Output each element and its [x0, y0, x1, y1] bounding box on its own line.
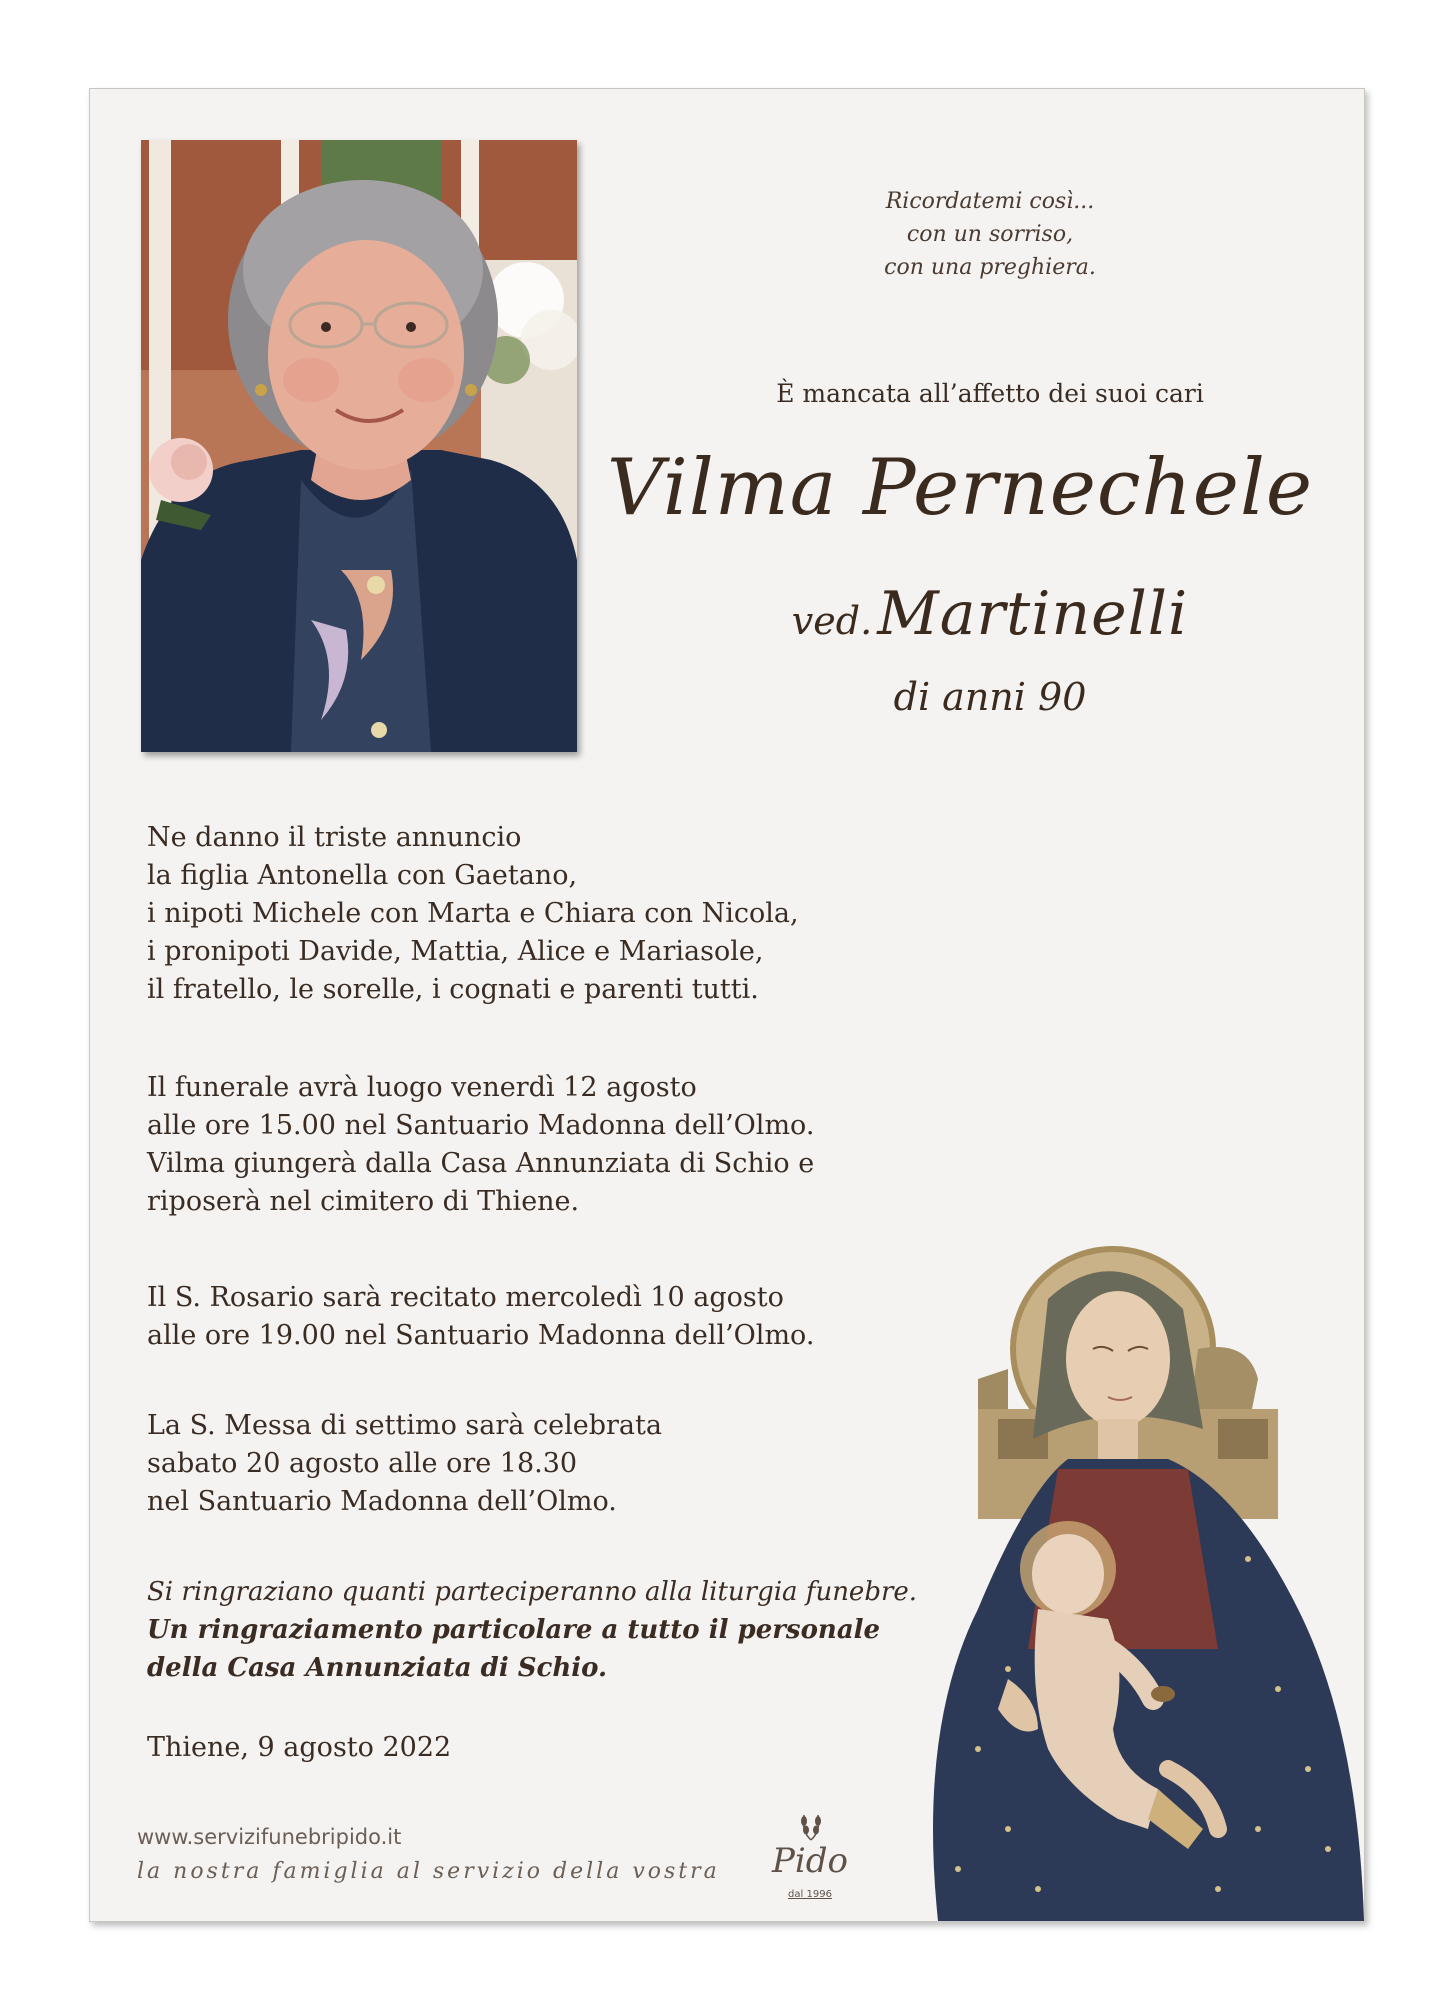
memorial-quote	[790, 185, 1190, 284]
portrait-illustration	[141, 140, 577, 752]
text-line: alle ore 15.00 nel Santuario Madonna dell’Olmo.	[147, 1110, 815, 1141]
laurel-icon	[798, 1811, 824, 1841]
quote-line: con un sorriso,	[906, 222, 1074, 247]
text-line: il fratello, le sorelle, i cognati e parenti tutti.	[147, 974, 759, 1005]
rosary-paragraph	[147, 1279, 907, 1355]
text-line: i nipoti Michele con Marta e Chiara con Nicola,	[147, 898, 799, 929]
portrait-photo	[141, 140, 577, 752]
text-line: Un ringraziamento particolare a tutto il personale	[147, 1615, 881, 1645]
text-line: riposerà nel cimitero di Thiene.	[147, 1186, 580, 1217]
widow-prefix: ved.	[791, 599, 873, 643]
text-line: i pronipoti Davide, Mattia, Alice e Mariasole,	[147, 936, 764, 967]
madonna-and-child-image	[918, 1229, 1364, 1921]
website-link[interactable]: www.servizifunebripido.it	[137, 1825, 402, 1849]
mass-paragraph	[147, 1407, 907, 1521]
quote-line: con una preghiera.	[884, 255, 1096, 280]
widow-line	[650, 579, 1330, 649]
text-line: sabato 20 agosto alle ore 18.30	[147, 1448, 578, 1479]
text-line: La S. Messa di settimo sarà celebrata	[147, 1410, 662, 1441]
widow-name: Martinelli	[877, 579, 1189, 649]
text-line: Il S. Rosario sarà recitato mercoledì 10 agosto	[147, 1282, 784, 1313]
madonna-illustration	[918, 1229, 1364, 1921]
pido-logo	[755, 1811, 865, 1911]
text-line: Vilma giungerà dalla Casa Annunziata di Schio e	[147, 1148, 815, 1179]
text-line: la figlia Antonella con Gaetano,	[147, 860, 578, 891]
text-line: nel Santuario Madonna dell’Olmo.	[147, 1486, 617, 1517]
footer-tagline: la nostra famiglia al servizio della vostra	[137, 1859, 720, 1884]
text-line: Si ringraziano quanti parteciperanno alla liturgia funebre.	[147, 1577, 918, 1607]
text-line: Ne danno il triste annuncio	[147, 822, 522, 853]
place-date: Thiene, 9 agosto 2022	[147, 1732, 452, 1763]
deceased-age: di anni 90	[893, 675, 1087, 719]
funeral-paragraph	[147, 1069, 907, 1221]
obituary-card	[89, 88, 1365, 1922]
logo-since: dal 1996	[788, 1889, 832, 1900]
quote-line: Ricordatemi così...	[885, 189, 1095, 214]
text-line: alle ore 19.00 nel Santuario Madonna dell’Olmo.	[147, 1320, 815, 1351]
text-line: Il funerale avrà luogo venerdì 12 agosto	[147, 1072, 697, 1103]
deceased-name: Vilma Pernechele	[606, 443, 1314, 533]
family-paragraph	[147, 819, 907, 1009]
announcement-intro: È mancata all’affetto dei suoi cari	[776, 379, 1204, 408]
text-line: della Casa Annunziata di Schio.	[147, 1653, 608, 1683]
logo-wordmark: Pido	[772, 1841, 848, 1881]
thanks-paragraph	[147, 1573, 918, 1687]
